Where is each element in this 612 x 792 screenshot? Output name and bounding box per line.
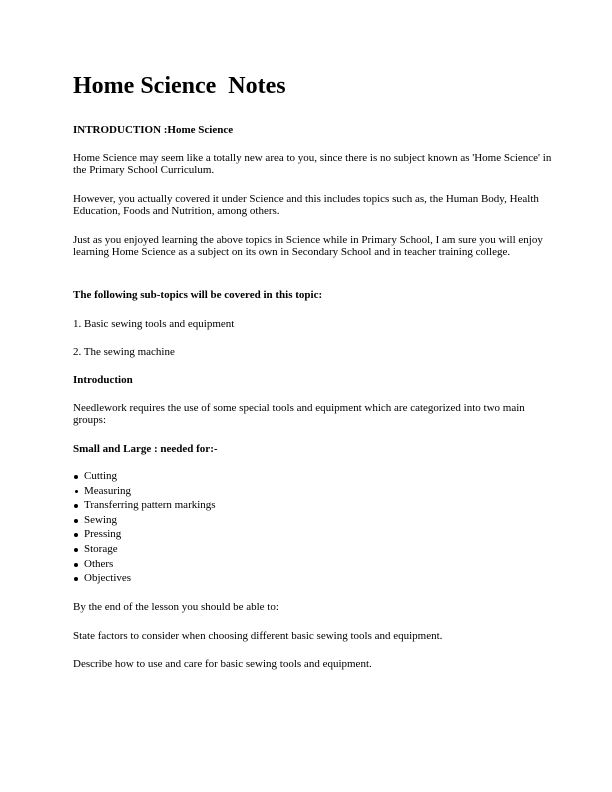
subtopics-heading: The following sub-topics will be covered in this topic: [73, 289, 323, 301]
list-item: Transferring pattern markings [73, 498, 553, 513]
needs-list [73, 469, 553, 586]
objective-item: State factors to consider when choosing different basic sewing tools and equipment. [73, 630, 443, 642]
list-item: Cutting [73, 469, 553, 484]
intro-heading: INTRODUCTION :Home Science [73, 124, 234, 136]
objective-item: Describe how to use and care for basic sewing tools and equipment. [73, 658, 372, 670]
list-item: Measuring [73, 484, 553, 499]
subtopic-item: 2. The sewing machine [73, 346, 175, 358]
list-item: Others [73, 557, 553, 572]
objectives-intro: By the end of the lesson you should be able to: [73, 601, 279, 613]
subtopic-item: 1. Basic sewing tools and equipment [73, 318, 235, 330]
introduction-heading: Introduction [73, 374, 133, 386]
list-item: Pressing [73, 527, 553, 542]
list-item: Sewing [73, 513, 553, 528]
paragraph: Home Science may seem like a totally new area to you, since there is no subject known as 'Home Science' in the Primary School Curriculum. [73, 152, 552, 176]
page-title: Home Science Notes [73, 73, 286, 99]
paragraph: Just as you enjoyed learning the above topics in Science while in Primary School, I am sure you will enjoy learning Home Science as a subject on its own in Secondary School and in teacher training college. [73, 234, 543, 258]
list-item: Objectives [73, 571, 553, 586]
paragraph: However, you actually covered it under Science and this includes topics such as, the Human Body, Health Education, Foods and Nutrition, among others. [73, 193, 539, 217]
list-item: Storage [73, 542, 553, 557]
groups-heading: Small and Large : needed for:- [73, 443, 218, 455]
needlework-paragraph: Needlework requires the use of some special tools and equipment which are categorized into two main groups: [73, 402, 525, 426]
